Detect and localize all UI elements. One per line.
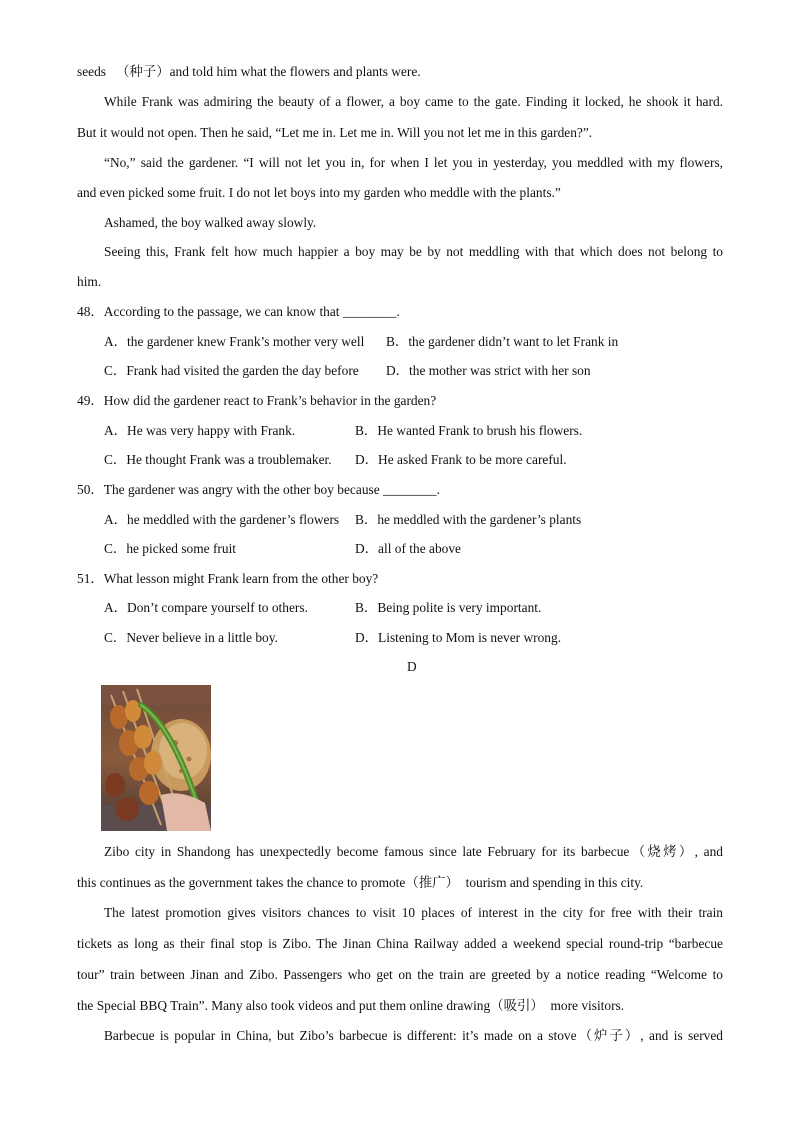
barbecue-photo (101, 685, 211, 831)
option-c: C．Frank had visited the garden the day before (104, 363, 359, 378)
passage-line: this continues as the government takes the chance to promote（推广） tourism and spending in this city. (77, 875, 644, 890)
passage-line: and even picked some fruit. I do not let boys into my garden who meddle with the plants.” (77, 185, 561, 200)
passage-line: But it would not open. Then he said, “Let me in. Let me in. Will you not let me in this garden?”. (77, 125, 593, 140)
question-stem: 51．What lesson might Frank learn from the other boy? (77, 571, 379, 586)
section-heading: D (407, 659, 417, 674)
option-c: C．He thought Frank was a troublemaker. (104, 452, 332, 467)
option-a: A．He was very happy with Frank. (104, 423, 296, 438)
option-c: C．Never believe in a little boy. (104, 630, 278, 645)
passage-line: tour” train between Jinan and Zibo. Passengers who get on the train are greeted by a notice reading “Welcome to (77, 967, 723, 982)
passage-line: Seeing this, Frank felt how much happier a boy may be by not meddling with that which does not belong to (104, 244, 723, 259)
passage-line: him. (77, 274, 102, 289)
passage-line: The latest promotion gives visitors chances to visit 10 places of interest in the city for free with their train (104, 905, 723, 920)
passage-line: Ashamed, the boy walked away slowly. (104, 215, 317, 230)
option-d: D．He asked Frank to be more careful. (355, 452, 567, 467)
question-stem: 48．According to the passage, we can know that ________. (77, 304, 400, 319)
option-b: B．Being polite is very important. (355, 600, 542, 615)
option-d: D．the mother was strict with her son (386, 363, 591, 378)
option-b: B．He wanted Frank to brush his flowers. (355, 423, 583, 438)
option-d: D．Listening to Mom is never wrong. (355, 630, 562, 645)
option-a: A．he meddled with the gardener’s flowers (104, 512, 340, 527)
passage-line: Zibo city in Shandong has unexpectedly become famous since late February for its barbecue（烧烤）, and (104, 844, 723, 859)
option-b: B．he meddled with the gardener’s plants (355, 512, 582, 527)
passage-line: the Special BBQ Train”. Many also took videos and put them online drawing（吸引） more visitors. (77, 998, 625, 1013)
option-d: D．all of the above (355, 541, 461, 556)
option-a: A．Don’t compare yourself to others. (104, 600, 308, 615)
passage-line: While Frank was admiring the beauty of a flower, a boy came to the gate. Finding it locked, he shook it hard. (104, 94, 723, 109)
passage-line: Barbecue is popular in China, but Zibo’s barbecue is different: it’s made on a stove（炉子）, and is served (104, 1028, 723, 1043)
option-b: B．the gardener didn’t want to let Frank in (386, 334, 619, 349)
option-a: A．the gardener knew Frank’s mother very well (104, 334, 365, 349)
passage-line: seeds （种子）and told him what the flowers and plants were. (77, 64, 421, 79)
question-stem: 49．How did the gardener react to Frank’s behavior in the garden? (77, 393, 437, 408)
question-stem: 50．The gardener was angry with the other boy because ________. (77, 482, 440, 497)
passage-line: “No,” said the gardener. “I will not let you in, for when I let you in yesterday, you meddled with my flowers, (104, 155, 723, 170)
option-c: C．he picked some fruit (104, 541, 237, 556)
passage-line: tickets as long as their final stop is Zibo. The Jinan China Railway added a weekend special round-trip “barbecue (77, 936, 723, 951)
